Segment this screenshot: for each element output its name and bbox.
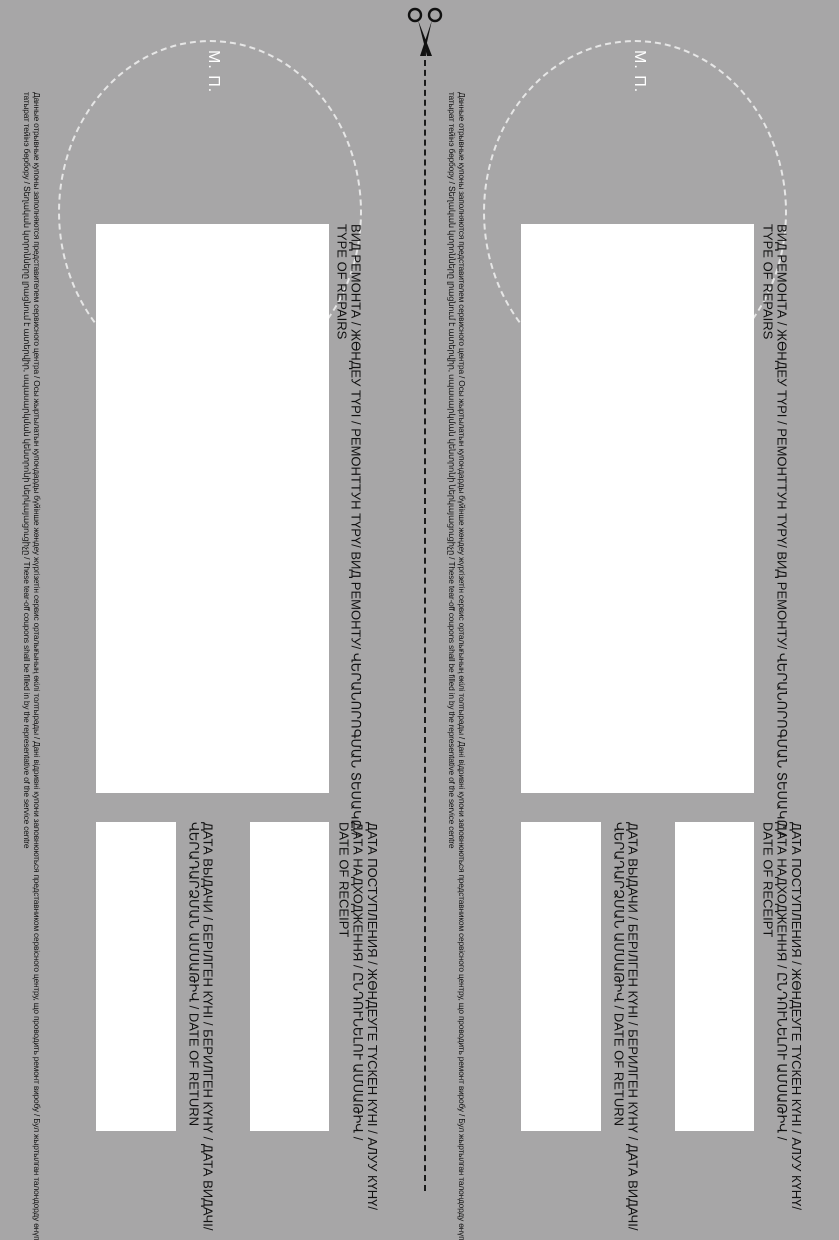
return-date-label-left: ДАТА ВЫДАЧИ / БЕРІЛГЕН КҮНІ / БЕРИЛГЕН КҮНҮ / ДАТА ВИДАЧІ/ ՎԵՐԱԴԱՐՁՄԱՆ ԱՄՍԱԹԻՎ / DATE OF RETURN — [186, 822, 216, 1231]
return-date-field-right[interactable] — [521, 822, 601, 1131]
repairs-field-left[interactable] — [96, 224, 329, 793]
receipt-date-field-left[interactable] — [250, 822, 329, 1131]
stamp-label-right: М. П. — [631, 50, 648, 94]
cut-line — [424, 50, 426, 1191]
repairs-label-left: ВИД РЕМОНТА / ЖӨНДЕУ ТҮРІ / РЕМОНТТУН ТҮРҮ/ ВИД РЕМОНТУ/ ՎԵՐԱՆՈՐՈԳՄԱՆ ՏԵՍԱԿԸ / TYPE OF REPAIRS — [334, 224, 364, 837]
receipt-date-label-right: ДАТА ПОСТУПЛЕНИЯ / ЖӨНДЕУГЕ ТҮСКЕН КҮНІ / АЛУУ КҮНҮ/ ДАТА НАДХОДЖЕННЯ / ԸՆԴՈՒՆԵԼՈՒ ԱՄՍԱԹԻՎ / DATE OF RECEIPT — [760, 822, 804, 1211]
scissors-icon — [406, 6, 444, 62]
repairs-label-right: ВИД РЕМОНТА / ЖӨНДЕУ ТҮРІ / РЕМОНТТУН ТҮРҮ/ ВИД РЕМОНТУ/ ՎԵՐԱՆՈՐՈԳՄԱՆ ՏԵՍԱԿԸ / TYPE OF REPAIRS — [760, 224, 790, 837]
coupon-note-right: Данные отрывные купоны заполняются представителем сервисного центра / Осы жыртылатын купондарды бүйінше жөндеу жүргізетін сервис орталығының өкілі толтырады / Дані відривні купони заповнюються представником сервісного центру, що проводить ремонт виробу / Бул жыртылган талондорду өнүп татырат тейінэ бөрбору / Տեղական կտրոնները լրացնում է ատերվիր, սպասարկման կենտրոնի ներկայացուցիչը / These tear-off coupons shall be filled in by the representative of the service centre — [447, 92, 468, 1240]
return-date-label-right: ДАТА ВЫДАЧИ / БЕРІЛГЕН КҮНІ / БЕРИЛГЕН КҮНҮ / ДАТА ВИДАЧІ/ ՎԵՐԱԴԱՐՁՄԱՆ ԱՄՍԱԹԻՎ / DATE OF RETURN — [611, 822, 641, 1231]
coupon-note-left: Данные отрывные купоны заполняются представителем сервисного центра / Осы жыртылатын купондарды бүйінше жөндеу жүргізетін сервис орталығының өкілі толтырады / Дані відривні купони заповнюються представником сервісного центру, що проводить ремонт виробу / Бул жыртылган талондорду өнүп татырат тейінэ бөрбору / Տեղական կտրոնները լրացնում է ատերվիր, սպասարկման կենտրոնի ներկայացուցիչը / These tear-off coupons shall be filled in by the representative of the service centre — [22, 92, 43, 1240]
stamp-label-left: М. П. — [205, 50, 222, 94]
receipt-date-field-right[interactable] — [675, 822, 754, 1131]
receipt-date-label-left: ДАТА ПОСТУПЛЕНИЯ / ЖӨНДЕУГЕ ТҮСКЕН КҮНІ / АЛУУ КҮНҮ/ ДАТА НАДХОДЖЕННЯ / ԸՆԴՈՒՆԵԼՈՒ ԱՄՍԱԹԻՎ / DATE OF RECEIPT — [336, 822, 380, 1211]
repairs-field-right[interactable] — [521, 224, 754, 793]
return-date-field-left[interactable] — [96, 822, 176, 1131]
